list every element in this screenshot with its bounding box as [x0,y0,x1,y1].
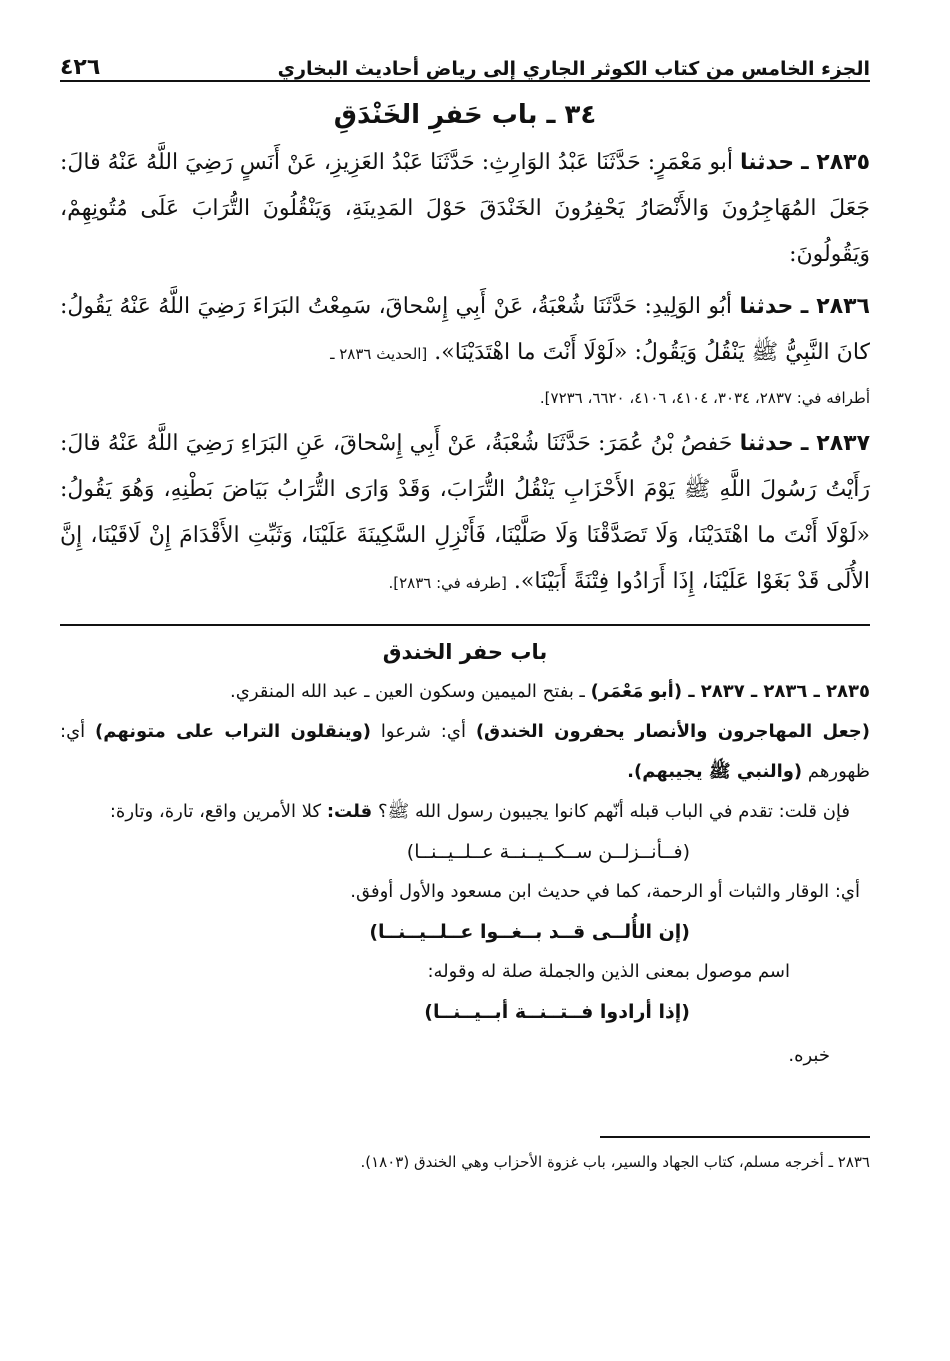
sharh-paragraph-1 [60,672,870,712]
hadith-number: ٢٨٣٦ ـ [800,294,870,319]
meaning-line: أي: الوقار والثبات أو الرحمة، كما في حديث ابن مسعود والأول أوفق. [350,881,860,902]
sharh-bold: قلت: [326,801,373,822]
hadith-2837 [60,421,870,606]
hadith-reference: [الحديث ٢٨٣٦ ـ [330,345,428,363]
sharh-paragraph-3 [60,792,870,832]
verse-line-3: (إذا أرادوا فــتــنــة أبــيــنــا) [424,1001,690,1023]
sharh-title: باب حفر الخندق [382,640,548,664]
hadith-atraf: أطرافه في: ٢٨٣٧، ٣٠٣٤، ٤١٠٤، ٤١٠٦، ٦٦٢٠، ٧٢٣٦]. [539,389,870,407]
haddathana-word: حدثنا [739,294,794,319]
hadith-number: ٢٨٣٧ ـ [800,431,870,456]
hadith-2836 [60,284,870,377]
hadith-2835 [60,140,870,278]
chapter-title: ٣٤ ـ باب حَفرِ الخَنْدَقِ [333,100,597,130]
haddathana-word: حدثنا [739,431,794,456]
hadith-text: أبُو الوَلِيدِ: حَدَّثَنَا شُعْبَةُ، عَنْ أَبِي إِسْحاقَ، سَمِعْتُ البَرَاءَ رَضِيَ اللَّهُ عَنْهُ يَقُولُ: كانَ النَّبِيُّ ﷺ يَنْقُلُ وَيَقُولُ: «لَوْلَا أَنْتَ ما اهْتَدَيْنَا». [60,294,870,365]
section-divider [60,624,870,626]
sharh-bold: (جعل المهاجرون والأنصار يحفرون الخندق) [475,721,870,742]
sharh-text: أي: ظهورهم [60,721,870,782]
khabar-line: خبره. [788,1045,830,1066]
sharh-paragraph-2 [60,712,870,792]
relative-line: اسم موصول بمعنى الذين والجملة صلة له وقوله: [427,961,790,982]
running-title: الجزء الخامس من كتاب الكوثر الجاري إلى رياض أحاديث البخاري [277,58,870,80]
sharh-bold: (والنبي ﷺ يجيبهم). [627,761,803,782]
verse-line-1: (فــأنــزلــن ســكــيــنــة عــلــيــنــا) [406,841,690,863]
sharh-text: كلا الأمرين واقع، تارة، وتارة: [109,801,322,822]
sharh-bold: ٢٨٣٥ ـ ٢٨٣٦ ـ ٢٨٣٧ ـ (أبو مَعْمَر) [590,681,870,702]
sharh-text: فإن قلت: تقدم في الباب قبله أنّهم كانوا يجيبون رسول الله ﷺ؟ [377,801,850,822]
sharh-bold: (وينقلون التراب على متونهم) [95,721,372,742]
page-number: ٤٢٦ [60,55,101,80]
hadith-reference: [طرفه في: ٢٨٣٦]. [388,574,507,592]
verse-line-2: (إن الأُلــى قــد بــغــوا عــلــيــنــا) [369,921,690,943]
footnote: ٢٨٣٦ ـ أخرجه مسلم، كتاب الجهاد والسير، باب غزوة الأحزاب وهي الخندق (١٨٠٣). [360,1153,870,1171]
haddathana-word: حدثنا [740,150,795,175]
footnote-rule [600,1136,870,1138]
page-header [60,40,870,82]
hadith-text: حَفصُ بْنُ عُمَرَ: حَدَّثَنَا شُعْبَةُ، عَنْ أَبِي إِسْحاقَ، عَنِ البَرَاءِ رَضِيَ اللَّهُ عَنْهُ قالَ: رَأَيْتُ رَسُولَ اللَّهِ ﷺ يَوْمَ الأَحْزَابِ يَنْقُلُ التُّرَابَ، وَقَدْ وَارَى التُّرَابُ بَيَاضَ بَطْنِهِ، وَهُوَ يَقُولُ: «لَوْلَا أَنْتَ ما اهْتَدَيْنَا، وَلَا تَصَدَّقْنَا وَلَا صَلَّيْنَا، فَأَنْزِلِ السَّكِينَةَ عَلَيْنَا، وَثَبِّتِ الأَقْدَامَ إِنْ لَاقَيْنَا، إِنَّ الأُلَى قَدْ بَغَوْا عَلَيْنَا، إِذَا أَرَادُوا فِتْنَةً أَبَيْنَا». [60,431,870,594]
sharh-text: أي: شرعوا [380,721,466,742]
book-page [60,40,870,1176]
hadith-text: أبو مَعْمَرٍ: حَدَّثَنَا عَبْدُ الوَارِثِ: حَدَّثَنَا عَبْدُ العَزِيزِ، عَنْ أَنَسٍ رَضِيَ اللَّهُ عَنْهُ قالَ: جَعَلَ المُهَاجِرُونَ وَالأَنْصَارُ يَحْفِرُونَ الخَنْدَقَ حَوْلَ المَدِينَةِ، وَيَنْقُلُونَ التُّرَابَ عَلَى مُتُونِهِمْ، وَيَقُولُونَ: [60,150,870,267]
sharh-text: ـ بفتح الميمين وسكون العين ـ عبد الله المنقري. [230,681,585,702]
hadith-number: ٢٨٣٥ ـ [801,150,870,175]
